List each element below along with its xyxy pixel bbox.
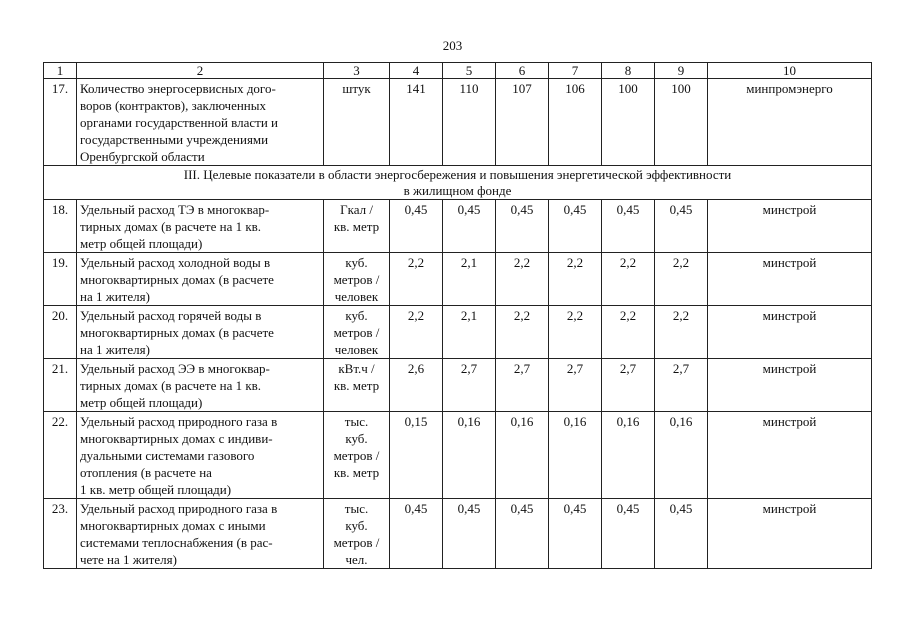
indicator-value: 2,7 xyxy=(496,359,549,412)
unit-of-measure: Гкал / кв. метр xyxy=(324,200,390,253)
indicator-value: 2,7 xyxy=(655,359,708,412)
section-body xyxy=(44,166,872,200)
row-number: 18. xyxy=(44,200,77,253)
indicator-value: 2,6 xyxy=(390,359,443,412)
indicator-value: 0,45 xyxy=(496,200,549,253)
unit-of-measure: куб. метров / человек xyxy=(324,253,390,306)
column-header: 10 xyxy=(708,63,872,79)
indicator-name: Удельный расход природного газа в многоквартирных домах с индиви- дуальными системами газового отопления (в расчете на 1 кв. метр общей площади) xyxy=(77,412,324,499)
row-number: 23. xyxy=(44,499,77,569)
row-number: 17. xyxy=(44,79,77,166)
table-row xyxy=(44,79,872,166)
indicator-value: 0,45 xyxy=(602,499,655,569)
indicator-value: 2,1 xyxy=(443,253,496,306)
indicator-value: 2,2 xyxy=(549,253,602,306)
indicator-value: 0,45 xyxy=(390,499,443,569)
indicator-value: 100 xyxy=(602,79,655,166)
indicator-value: 2,7 xyxy=(549,359,602,412)
table-row xyxy=(44,499,872,569)
table-row xyxy=(44,412,872,499)
indicator-value: 0,16 xyxy=(655,412,708,499)
indicator-name: Количество энергосервисных дого- воров (контрактов), заключенных органами государственной власти и государственными учреждениями Оренбургской области xyxy=(77,79,324,166)
indicator-value: 0,45 xyxy=(549,499,602,569)
unit-of-measure: тыс. куб. метров / кв. метр xyxy=(324,412,390,499)
indicator-value: 0,45 xyxy=(443,200,496,253)
column-header: 4 xyxy=(390,63,443,79)
column-header: 1 xyxy=(44,63,77,79)
table-row xyxy=(44,359,872,412)
indicator-value: 2,7 xyxy=(443,359,496,412)
indicator-name: Удельный расход холодной воды в многоквартирных домах (в расчете на 1 жителя) xyxy=(77,253,324,306)
indicator-value: 110 xyxy=(443,79,496,166)
indicator-name: Удельный расход природного газа в многоквартирных домах с иными системами теплоснабжения (в рас- чете на 1 жителя) xyxy=(77,499,324,569)
page-number: 203 xyxy=(442,38,463,53)
indicator-value: 0,45 xyxy=(602,200,655,253)
table-body-before-section xyxy=(44,79,872,166)
table-row xyxy=(44,200,872,253)
table-row xyxy=(44,253,872,306)
column-header: 9 xyxy=(655,63,708,79)
indicators-table xyxy=(43,62,872,569)
indicator-value: 0,45 xyxy=(443,499,496,569)
responsible-authority: минстрой xyxy=(708,412,872,499)
row-number: 22. xyxy=(44,412,77,499)
indicator-value: 2,2 xyxy=(602,253,655,306)
unit-of-measure: тыс. куб. метров / чел. xyxy=(324,499,390,569)
section-title: III. Целевые показатели в области энергосбережения и повышения энергетической эффективности в жилищном фонде xyxy=(44,166,872,200)
table-body-after-section xyxy=(44,200,872,569)
indicator-value: 2,2 xyxy=(496,306,549,359)
indicator-value: 0,45 xyxy=(549,200,602,253)
indicator-value: 2,2 xyxy=(655,306,708,359)
section-header-row xyxy=(44,166,872,200)
table-row xyxy=(44,306,872,359)
indicator-name: Удельный расход ЭЭ в многоквар- тирных домах (в расчете на 1 кв. метр общей площади) xyxy=(77,359,324,412)
indicator-value: 0,16 xyxy=(496,412,549,499)
indicator-value: 106 xyxy=(549,79,602,166)
indicator-value: 100 xyxy=(655,79,708,166)
indicator-value: 0,16 xyxy=(549,412,602,499)
indicator-value: 2,1 xyxy=(443,306,496,359)
responsible-authority: минстрой xyxy=(708,499,872,569)
row-number: 19. xyxy=(44,253,77,306)
indicator-value: 141 xyxy=(390,79,443,166)
indicator-value: 2,7 xyxy=(602,359,655,412)
indicator-name: Удельный расход горячей воды в многоквартирных домах (в расчете на 1 жителя) xyxy=(77,306,324,359)
indicator-value: 2,2 xyxy=(496,253,549,306)
indicator-value: 2,2 xyxy=(549,306,602,359)
indicator-value: 0,45 xyxy=(655,499,708,569)
indicator-value: 2,2 xyxy=(390,306,443,359)
indicator-value: 0,15 xyxy=(390,412,443,499)
unit-of-measure: куб. метров / человек xyxy=(324,306,390,359)
indicator-value: 107 xyxy=(496,79,549,166)
responsible-authority: минстрой xyxy=(708,306,872,359)
indicator-value: 0,16 xyxy=(602,412,655,499)
responsible-authority: минстрой xyxy=(708,253,872,306)
unit-of-measure: кВт.ч / кв. метр xyxy=(324,359,390,412)
column-header: 3 xyxy=(324,63,390,79)
indicator-value: 2,2 xyxy=(390,253,443,306)
indicator-value: 2,2 xyxy=(655,253,708,306)
column-header: 8 xyxy=(602,63,655,79)
indicator-value: 0,45 xyxy=(390,200,443,253)
indicator-value: 0,45 xyxy=(496,499,549,569)
indicator-value: 2,2 xyxy=(602,306,655,359)
responsible-authority: минстрой xyxy=(708,359,872,412)
column-number-row xyxy=(44,63,872,79)
column-header: 7 xyxy=(549,63,602,79)
row-number: 21. xyxy=(44,359,77,412)
indicator-value: 0,16 xyxy=(443,412,496,499)
column-header: 5 xyxy=(443,63,496,79)
responsible-authority: минпромэнерго xyxy=(708,79,872,166)
column-header: 6 xyxy=(496,63,549,79)
indicator-value: 0,45 xyxy=(655,200,708,253)
responsible-authority: минстрой xyxy=(708,200,872,253)
indicator-name: Удельный расход ТЭ в многоквар- тирных домах (в расчете на 1 кв. метр общей площади) xyxy=(77,200,324,253)
unit-of-measure: штук xyxy=(324,79,390,166)
column-header: 2 xyxy=(77,63,324,79)
row-number: 20. xyxy=(44,306,77,359)
